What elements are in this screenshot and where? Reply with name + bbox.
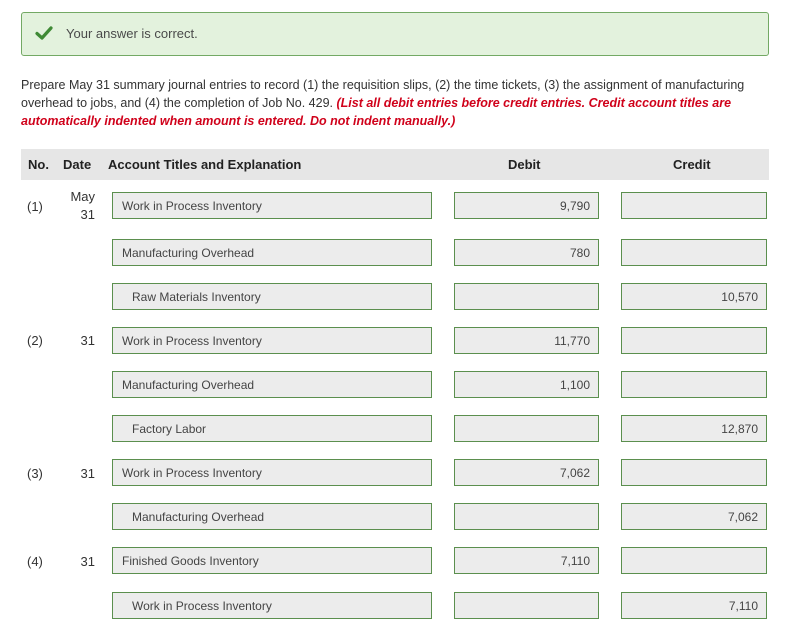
- debit-input[interactable]: 1,100: [454, 371, 599, 398]
- credit-input[interactable]: 7,110: [621, 592, 767, 619]
- account-title-input[interactable]: Work in Process Inventory: [112, 459, 432, 486]
- header-date: Date: [63, 157, 92, 172]
- header-credit: Credit: [673, 157, 711, 172]
- debit-input[interactable]: 7,110: [454, 547, 599, 574]
- credit-input[interactable]: [621, 192, 767, 219]
- account-title-input[interactable]: Manufacturing Overhead: [112, 503, 432, 530]
- debit-input[interactable]: [454, 592, 599, 619]
- account-title-input[interactable]: Manufacturing Overhead: [112, 239, 432, 266]
- entry-date-day: 31: [80, 333, 95, 348]
- credit-input[interactable]: 12,870: [621, 415, 767, 442]
- credit-input[interactable]: 10,570: [621, 283, 767, 310]
- debit-input[interactable]: [454, 283, 599, 310]
- header-account: Account Titles and Explanation: [108, 157, 302, 172]
- entry-date-day: 31: [80, 554, 95, 569]
- debit-input[interactable]: 9,790: [454, 192, 599, 219]
- account-title-input[interactable]: Work in Process Inventory: [112, 192, 432, 219]
- debit-input[interactable]: 7,062: [454, 459, 599, 486]
- entry-date-month: May: [70, 189, 95, 204]
- instructions-note: (List all debit entries before credit entries. Credit account titles are automatically indented when amount is entered. Do not indent manually.): [21, 96, 732, 128]
- instructions-text: Prepare May 31 summary journal entries to record (1) the requisition slips, (2) the time tickets, (3) the assignment of manufacturing overhead to jobs, and (4) the completion of Job No. 429.: [21, 78, 745, 110]
- instructions: [21, 76, 773, 130]
- success-banner: [21, 12, 769, 56]
- entry-date-day: 31: [80, 466, 95, 481]
- credit-input[interactable]: [621, 547, 767, 574]
- table-header: [21, 149, 769, 180]
- entry-number: (2): [27, 333, 43, 348]
- account-title-input[interactable]: Work in Process Inventory: [112, 327, 432, 354]
- header-no: No.: [28, 157, 49, 172]
- account-title-input[interactable]: Manufacturing Overhead: [112, 371, 432, 398]
- credit-input[interactable]: [621, 371, 767, 398]
- entry-number: (3): [27, 466, 43, 481]
- account-title-input[interactable]: Raw Materials Inventory: [112, 283, 432, 310]
- entry-number: (4): [27, 554, 43, 569]
- debit-input[interactable]: [454, 415, 599, 442]
- credit-input[interactable]: [621, 239, 767, 266]
- entry-date: [55, 188, 95, 224]
- account-title-input[interactable]: Work in Process Inventory: [112, 592, 432, 619]
- debit-input[interactable]: 11,770: [454, 327, 599, 354]
- header-debit: Debit: [508, 157, 541, 172]
- debit-input[interactable]: [454, 503, 599, 530]
- debit-input[interactable]: 780: [454, 239, 599, 266]
- entry-number: (1): [27, 199, 43, 214]
- account-title-input[interactable]: Finished Goods Inventory: [112, 547, 432, 574]
- credit-input[interactable]: [621, 459, 767, 486]
- credit-input[interactable]: [621, 327, 767, 354]
- success-message: Your answer is correct.: [66, 26, 198, 41]
- credit-input[interactable]: 7,062: [621, 503, 767, 530]
- account-title-input[interactable]: Factory Labor: [112, 415, 432, 442]
- entry-date-day: 31: [80, 207, 95, 222]
- check-icon: [34, 23, 54, 43]
